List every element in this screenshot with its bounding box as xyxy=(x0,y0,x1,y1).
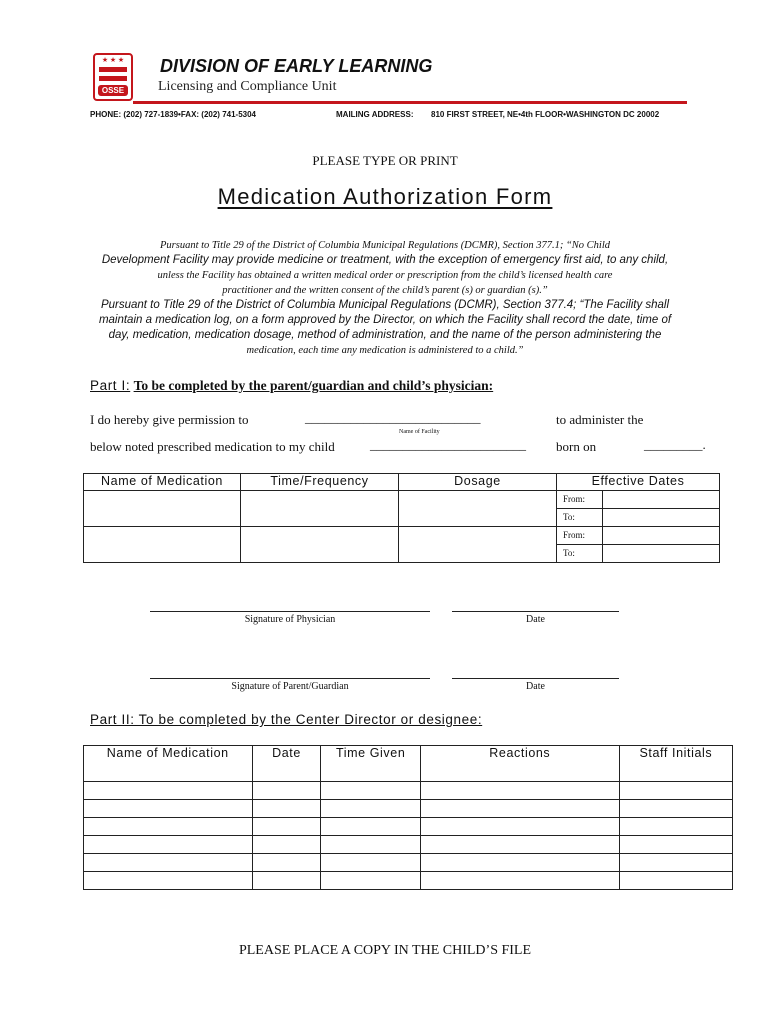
log-row xyxy=(84,782,733,800)
col-dosage: Dosage xyxy=(399,474,557,491)
log-col-reactions: Reactions xyxy=(420,746,619,782)
phone-fax: PHONE: (202) 727-1839•FAX: (202) 741-5304 xyxy=(90,110,256,119)
facility-name-field[interactable]: ___________________________ xyxy=(305,410,481,425)
dosage-cell[interactable] xyxy=(399,527,557,563)
log-row xyxy=(84,836,733,854)
osse-logo xyxy=(93,53,133,101)
division-title: DIVISION OF EARLY LEARNING xyxy=(160,56,433,76)
to-label: To: xyxy=(557,545,603,563)
footer-note: PLEASE PLACE A COPY IN THE CHILD’S FILE xyxy=(238,943,532,958)
dosage-cell[interactable] xyxy=(399,491,557,527)
from-label: From: xyxy=(557,491,603,509)
col-time-frequency: Time/Frequency xyxy=(241,474,399,491)
physician-signature-label: Signature of Physician xyxy=(244,614,336,625)
to-date-cell[interactable] xyxy=(603,545,720,563)
log-row xyxy=(84,818,733,836)
physician-date-label: Date xyxy=(526,614,545,625)
log-col-date: Date xyxy=(252,746,321,782)
logo-text: OSSE xyxy=(98,85,128,96)
permission-text: I do hereby give permission to xyxy=(90,412,249,427)
log-col-name-of-medication: Name of Medication xyxy=(84,746,253,782)
from-date-cell[interactable] xyxy=(603,527,720,545)
unit-subtitle: Licensing and Compliance Unit xyxy=(158,79,337,94)
frequency-cell[interactable] xyxy=(241,527,399,563)
col-effective-dates: Effective Dates xyxy=(557,474,720,491)
dob-field[interactable]: _________. xyxy=(644,437,706,452)
log-col-time-given: Time Given xyxy=(321,746,420,782)
col-name-of-medication: Name of Medication xyxy=(84,474,241,491)
regulation-text: Pursuant to Title 29 of the District of Columbia Municipal Regulations (DCMR), Section 377.1; “No Child Development Facility may provide medicine or treatment, with the exception of emergency first aid, to any child, unless the Facility has obtained a written medical order or prescription from the child’s licensed health care practitioner and the written consent of the child’s parent (s) or guardian (s).” Pursuant to Title 29 of the District of Columbia Municipal Regulations (DCMR), Section 377.4; “The Facility shall maintain a medication log, on a form approved by the Director, on which the Facility shall record the date, time of day, medication, medication dosage, method of administration, and the name of the person administering the medication, each time any medication is administered to a child.” xyxy=(98,240,672,356)
part2-heading: Part II: To be completed by the Center Director or designee: xyxy=(90,712,483,727)
physician-signature-line[interactable] xyxy=(150,611,430,612)
medication-name-cell[interactable] xyxy=(84,527,241,563)
born-on-text: born on xyxy=(556,439,597,454)
to-date-cell[interactable] xyxy=(603,509,720,527)
type-or-print-instruction: PLEASE TYPE OR PRINT xyxy=(312,153,458,168)
parent-date-label: Date xyxy=(526,681,545,692)
part1-heading: Part I: To be completed by the parent/guardian and child’s physician: xyxy=(90,378,494,393)
page-title: Medication Authorization Form xyxy=(217,184,553,209)
from-label: From: xyxy=(557,527,603,545)
logo-stars: ★ ★ ★ xyxy=(101,56,125,64)
parent-signature-label: Signature of Parent/Guardian xyxy=(231,681,349,692)
physician-date-line[interactable] xyxy=(452,611,619,612)
below-noted-text: below noted prescribed medication to my child xyxy=(90,439,335,454)
administer-text: to administer the xyxy=(556,412,644,427)
facility-name-caption: Name of Facility xyxy=(399,429,440,435)
from-date-cell[interactable] xyxy=(603,491,720,509)
medication-name-cell[interactable] xyxy=(84,491,241,527)
mailing-label: MAILING ADDRESS: xyxy=(336,110,414,119)
frequency-cell[interactable] xyxy=(241,491,399,527)
mailing-address: 810 FIRST STREET, NE•4th FLOOR•WASHINGTON DC 20002 xyxy=(431,110,660,119)
log-col-staff-initials: Staff Initials xyxy=(619,746,732,782)
log-row xyxy=(84,854,733,872)
parent-signature-line[interactable] xyxy=(150,678,430,679)
header-divider xyxy=(133,101,687,104)
child-name-field[interactable]: ________________________ xyxy=(370,437,526,452)
to-label: To: xyxy=(557,509,603,527)
parent-date-line[interactable] xyxy=(452,678,619,679)
log-row xyxy=(84,872,733,890)
medication-order-table xyxy=(83,473,720,563)
medication-log-table xyxy=(83,745,733,890)
log-row xyxy=(84,800,733,818)
